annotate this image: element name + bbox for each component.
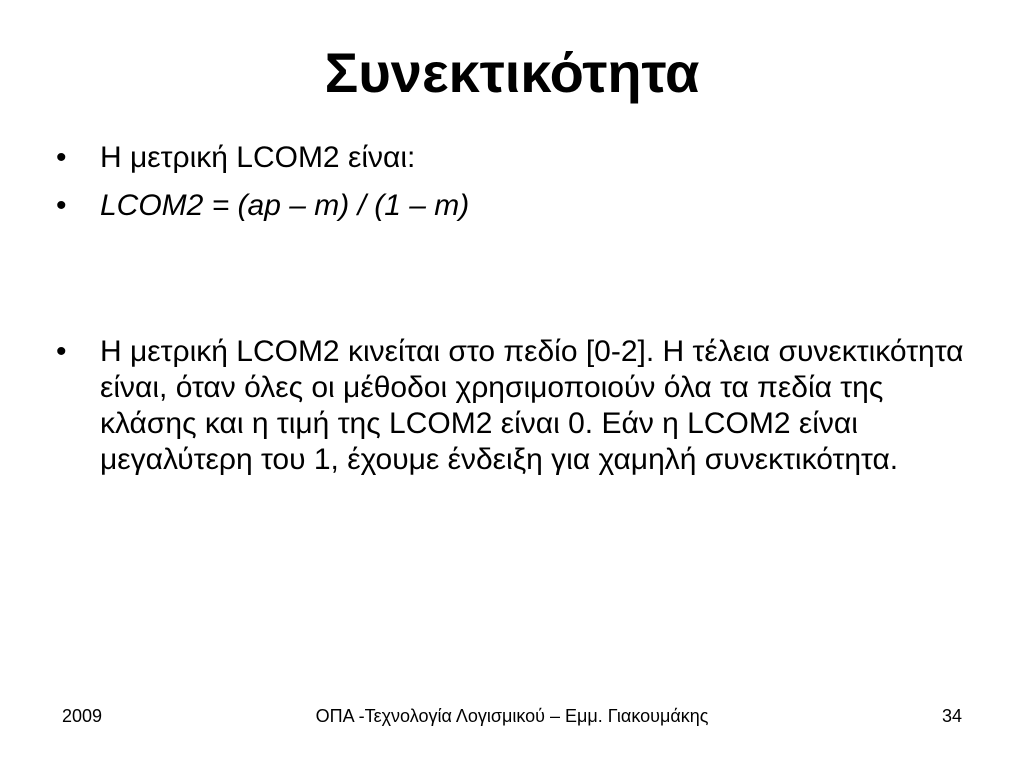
bullet-marker: • [56, 141, 67, 174]
bullet-item-formula [56, 188, 976, 224]
footer-page-number: 34 [941, 706, 962, 726]
spacer [56, 236, 976, 334]
formula-text: LCOM2 = (ap – m) / (1 – m) [100, 189, 470, 222]
bullet-marker: • [56, 189, 67, 222]
bullet-text: Η μετρική LCOM2 είναι: [100, 141, 416, 174]
bullet-item [56, 334, 976, 478]
slide-title: Συνεκτικότητα [324, 41, 700, 104]
bullet-list [56, 140, 976, 490]
bullet-text: Η μετρική LCOM2 κινείται στο πεδίο [0-2]. Η τέλεια συνεκτικότητα είναι, όταν όλες οι μέθοδοι χρησιμοποιούν όλα τα πεδία της κλάσης και η τιμή της LCOM2 είναι 0. Εάν η LCOM2 είναι μεγαλύτερη του 1, έχουμε ένδειξη για χαμηλή συνεκτικότητα. [100, 335, 964, 476]
footer-year: 2009 [62, 706, 103, 726]
footer-course: ΟΠΑ -Τεχνολογία Λογισμικού – Εμμ. Γιακουμάκης [315, 706, 709, 726]
bullet-item [56, 140, 976, 176]
bullet-marker: • [56, 335, 67, 368]
